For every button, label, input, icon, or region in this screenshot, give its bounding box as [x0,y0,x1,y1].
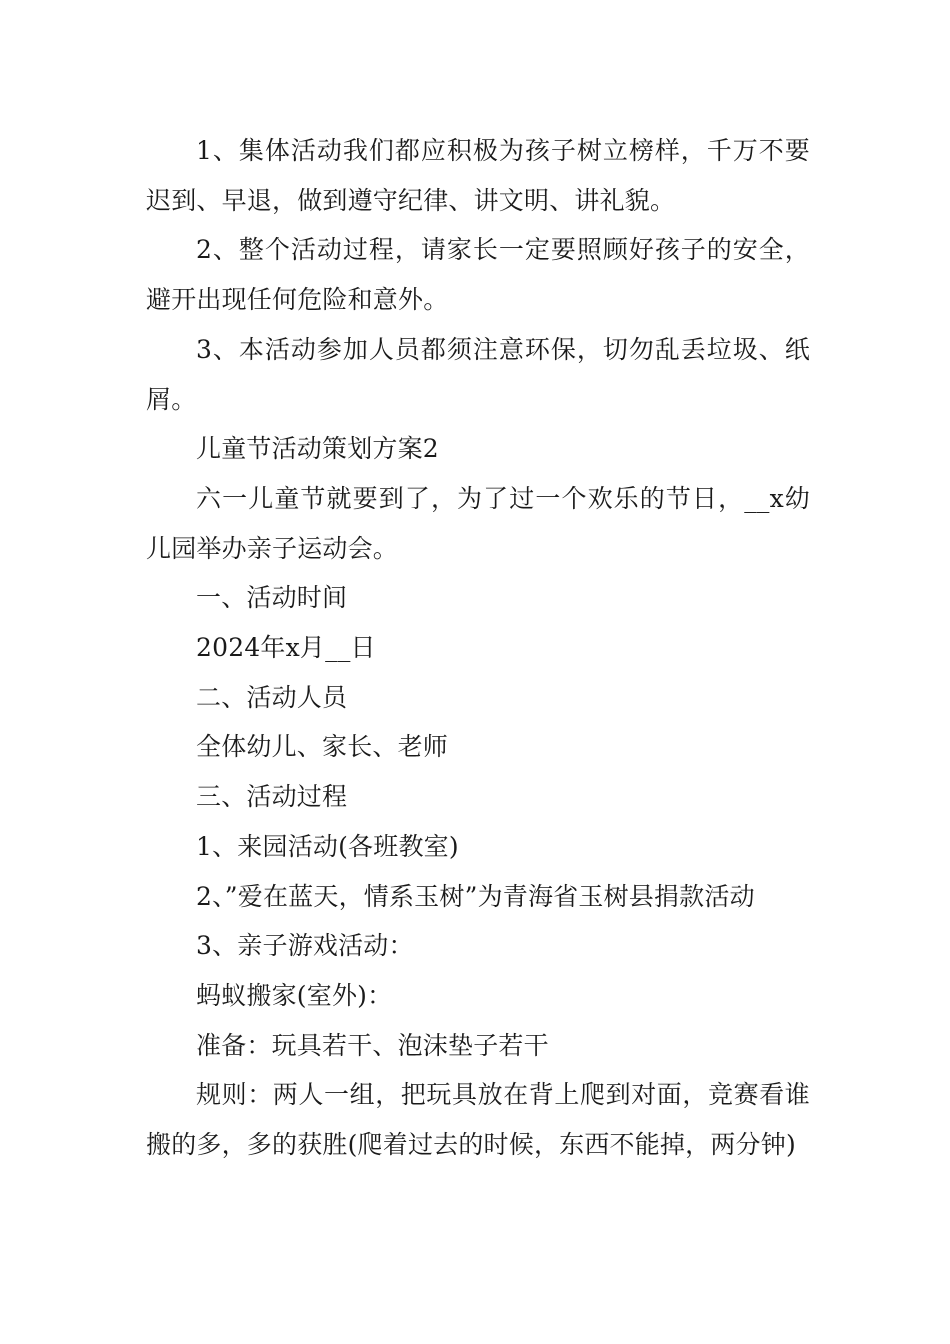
process-item-3: 3、亲子游戏活动： [196,931,414,961]
game-title: 蚂蚁搬家(室外)： [196,980,393,1010]
heading-activity-time: 一、活动时间 [196,583,348,613]
game-preparation: 准备：玩具若干、泡沫垫子若干 [196,1030,549,1060]
rule-paragraph-3: 3、本活动参加人员都须注意环保，切勿乱丢垃圾、纸屑。 [146,334,810,414]
heading-participants: 二、活动人员 [196,682,348,712]
document-body [146,126,810,1170]
intro-paragraph: 六一儿童节就要到了，为了过一个欢乐的节日，__x幼儿园举办亲子运动会。 [146,483,810,563]
rule-paragraph-1: 1、集体活动我们都应积极为孩子树立榜样，千万不要迟到、早退，做到遵守纪律、讲文明、讲礼貌。 [146,136,810,215]
process-item-2: 2、”爱在蓝天，情系玉树”为青海省玉树县捐款活动 [196,881,755,911]
game-rules: 规则：两人一组，把玩具放在背上爬到对面，竞赛看谁搬的多，多的获胜(爬着过去的时候，东西不能掉，两分钟) [146,1080,810,1160]
activity-date: 2024年x月__日 [196,633,376,663]
participants-text: 全体幼儿、家长、老师 [196,732,449,762]
heading-process: 三、活动过程 [196,782,348,812]
rule-paragraph-2: 2、整个活动过程，请家长一定要照顾好孩子的安全，避开出现任何危险和意外。 [146,235,810,315]
process-item-1: 1、来园活动(各班教室) [196,831,459,861]
section-title: 儿童节活动策划方案2 [196,434,439,464]
